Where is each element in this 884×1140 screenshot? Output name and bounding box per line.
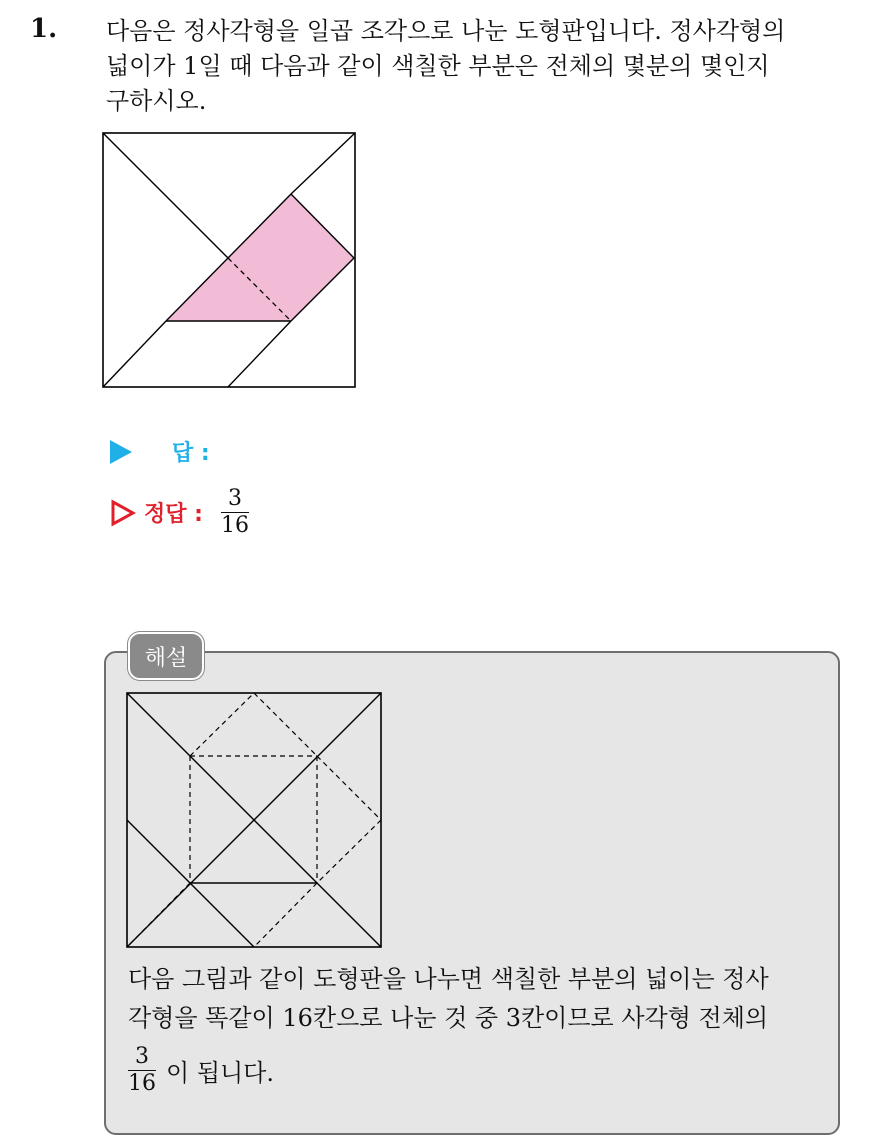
question-line: 넓이가 1일 때 다음과 같이 색칠한 부분은 전체의 몇분의 몇인지: [106, 52, 770, 80]
dashed-guide: [254, 883, 317, 947]
solution-line: 다음 그림과 같이 도형판을 나누면 색칠한 부분의 넓이는 정사: [128, 965, 769, 993]
question-number: 1.: [30, 14, 58, 44]
tangram-figure: [100, 130, 360, 392]
piece-edge: [291, 133, 355, 194]
correct-answer-row: [110, 486, 249, 539]
dashed-guide: [190, 693, 254, 756]
fraction-numerator: 3: [227, 486, 242, 511]
shaded-region: [166, 194, 354, 321]
solution-text: [128, 960, 828, 1038]
solution-conclusion: [128, 1044, 274, 1097]
solution-tag: 해설: [128, 632, 204, 680]
correct-arrow-icon: [110, 499, 136, 527]
solution-grid-figure: [124, 690, 386, 952]
question-line: 다음은 정사각형을 일곱 조각으로 나눈 도형판입니다. 정사각형의: [106, 17, 786, 45]
fraction-numerator: 3: [135, 1044, 149, 1069]
question-text: [106, 14, 866, 119]
solution-line: 각형을 똑같이 16칸으로 나눈 것 중 3칸이므로 사각형 전체의: [128, 1004, 769, 1032]
dashed-guide: [317, 756, 381, 820]
fraction-denominator: 16: [128, 1071, 156, 1096]
fraction-denominator: 16: [220, 513, 249, 538]
dashed-guide: [317, 820, 381, 883]
answer-arrow-icon: [110, 440, 132, 464]
solution-tail: 이 됩니다.: [166, 1059, 274, 1087]
piece-edge: [228, 321, 291, 387]
solution-fraction: [128, 1044, 156, 1097]
answer-label: 답 :: [172, 441, 210, 466]
correct-label: 정답 :: [144, 502, 203, 527]
piece-edge: [103, 133, 228, 258]
dashed-guide: [254, 693, 317, 756]
question-line: 구하시오.: [106, 87, 207, 115]
piece-edge: [103, 321, 166, 387]
correct-fraction: [221, 486, 249, 539]
answer-row: [110, 436, 210, 467]
